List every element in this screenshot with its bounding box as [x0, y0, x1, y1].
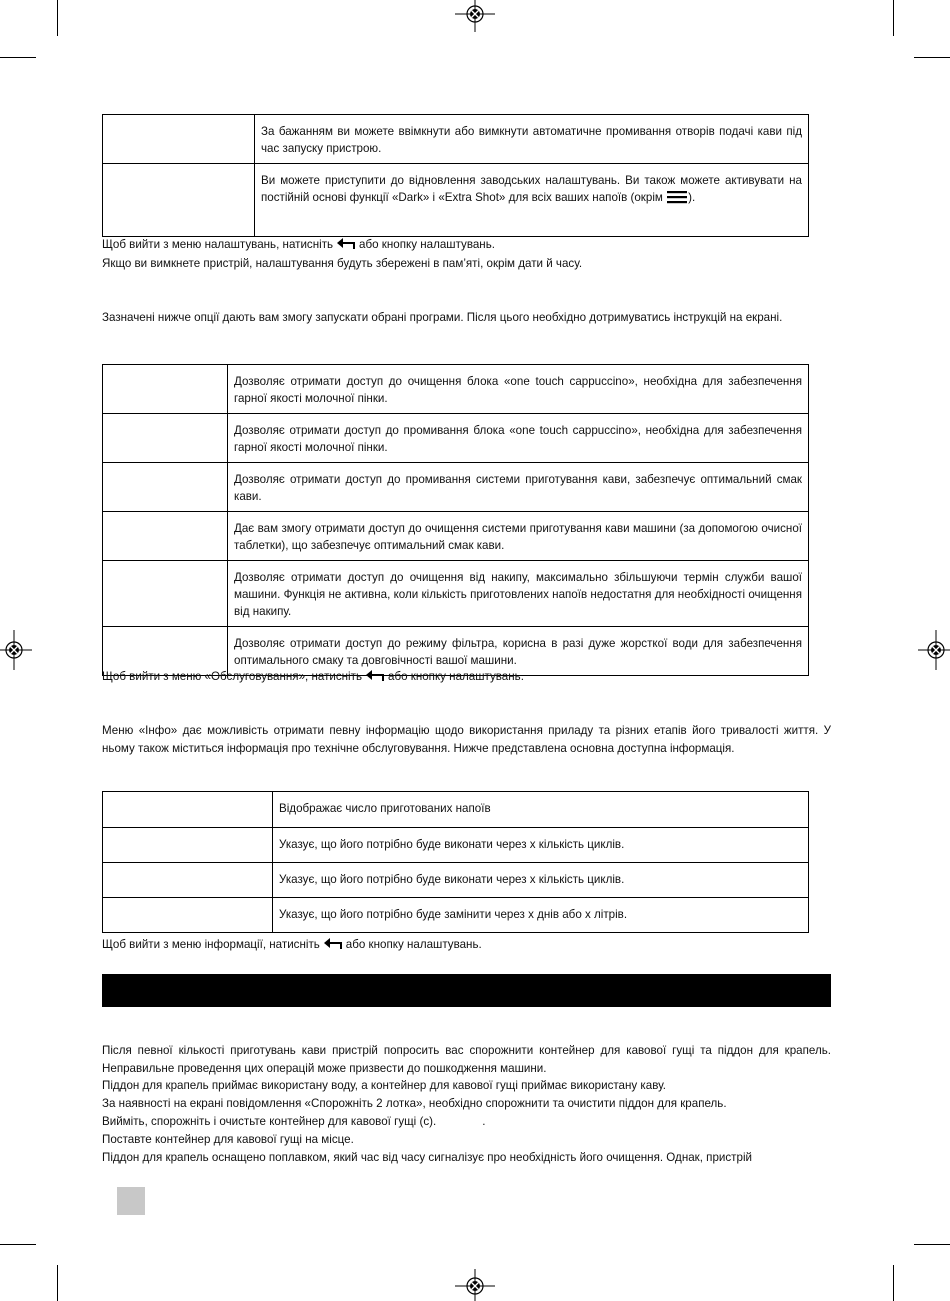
- table-row: [103, 115, 809, 164]
- row-description: Дозволяє отримати доступ до очищення блока «one touch cappuccino», необхідна для забезпечення гарної якості молочної пінки.: [228, 365, 809, 414]
- row-label: [103, 898, 273, 933]
- note-text: або кнопку налаштувань.: [359, 238, 495, 251]
- row-description: Дозволяє отримати доступ до промивання блока «one touch cappuccino», необхідна для забезпечення гарної якості молочної пінки.: [228, 414, 809, 463]
- row-label: [103, 164, 255, 237]
- info-intro: Меню «Інфо» дає можливість отримати певну інформацію щодо використання приладу та різних етапів його тривалості життя. У ньому також міститься інформація про технічне обслуговування. Нижче представлена основна доступна інформація.: [102, 724, 831, 755]
- body-line: Піддон для крапель оснащено поплавком, який час від часу сигналізує про необхідність його очищення. Однак, пристрій: [102, 1151, 752, 1164]
- row-label: [103, 828, 273, 863]
- row-label: [103, 365, 228, 414]
- row-description: Указує, що його потрібно буде замінити через x днів або x літрів.: [273, 898, 809, 933]
- note-text: або кнопку налаштувань.: [388, 670, 524, 683]
- note-text: Щоб вийти з меню налаштувань, натисніть: [102, 238, 334, 251]
- registration-mark-icon: [455, 1269, 495, 1301]
- note-text: Щоб вийти з меню «Обслуговування», натисніть: [102, 670, 362, 683]
- body-line: Піддон для крапель приймає використану воду, а контейнер для кавової гущі приймає використану каву.: [102, 1079, 666, 1092]
- row-label: [103, 115, 255, 164]
- maintenance-exit-note: [102, 668, 524, 686]
- registration-mark-icon: [0, 630, 32, 670]
- row-description: [255, 164, 809, 237]
- body-paragraph: Після певної кількості приготувань кави пристрій попросить вас спорожнити контейнер для кавової гущі та піддон для крапель. Неправильне проведення цих операцій може призвести до пошкодження машини.: [102, 1044, 831, 1075]
- crop-mark: [914, 57, 950, 58]
- note-text: Щоб вийти з меню інформації, натисніть: [102, 938, 320, 951]
- table-row: [103, 414, 809, 463]
- crop-mark: [0, 1244, 36, 1245]
- settings-exit-note: [102, 236, 495, 254]
- crop-mark: [893, 0, 894, 36]
- table-row: [103, 792, 809, 828]
- table-row: [103, 863, 809, 898]
- row-description: Дозволяє отримати доступ до режиму фільтра, корисна в разі дуже жорсткої води для забезпечення оптимального смаку та довговічності вашої машини.: [228, 627, 809, 676]
- table-row: [103, 828, 809, 863]
- registration-mark-icon: [918, 630, 950, 670]
- back-arrow-icon: [365, 669, 385, 682]
- back-arrow-icon: [336, 237, 356, 250]
- row-label: [103, 414, 228, 463]
- table-row: [103, 898, 809, 933]
- description-text: Ви можете приступити до відновлення заводських налаштувань. Ви також можете активувати на постійній основі функції «Dark» і «Extra Shot» для всіх ваших напоїв (окрім: [261, 174, 802, 204]
- menu-icon: [666, 190, 688, 204]
- row-label: [103, 512, 228, 561]
- table-row: [103, 512, 809, 561]
- row-description: Указує, що його потрібно буде виконати через x кількість циклів.: [273, 828, 809, 863]
- table-row: [103, 463, 809, 512]
- row-label: [103, 863, 273, 898]
- body-line-text: Вийміть, спорожніть і очистьте контейнер для кавової гущі (c).: [102, 1115, 437, 1128]
- description-text-end: ).: [688, 191, 696, 204]
- registration-mark-icon: [455, 0, 495, 32]
- table-row: [103, 561, 809, 627]
- crop-mark: [57, 0, 58, 36]
- settings-saved-note: Якщо ви вимкнете пристрій, налаштування будуть збережені в пам’яті, окрім дати й часу.: [102, 257, 583, 270]
- body-line: За наявності на екрані повідомлення «Спорожніть 2 лотка», необхідно спорожнити та очистити піддон для крапель.: [102, 1097, 727, 1110]
- row-description: За бажанням ви можете ввімкнути або вимкнути автоматичне промивання отворів подачі кави під час запуску пристрою.: [255, 115, 809, 164]
- crop-mark: [0, 57, 36, 58]
- info-table: [102, 791, 809, 933]
- crop-mark: [914, 1244, 950, 1245]
- info-exit-note: [102, 936, 482, 954]
- page-number-box: [117, 1187, 145, 1215]
- table-row: [103, 164, 809, 237]
- body-line: Поставте контейнер для кавової гущі на місце.: [102, 1133, 354, 1146]
- row-description: Відображає число приготованих напоїв: [273, 792, 809, 828]
- row-description: Дає вам змогу отримати доступ до очищення системи приготування кави машини (за допомогою очисної таблетки), що забезпечує оптимальний смак кави.: [228, 512, 809, 561]
- maintenance-table: [102, 364, 809, 676]
- body-line-end: .: [482, 1115, 486, 1128]
- note-text: або кнопку налаштувань.: [345, 938, 482, 951]
- row-label: [103, 463, 228, 512]
- maintenance-intro: Зазначені нижче опції дають вам змогу запускати обрані програми. Після цього необхідно дотримуватись інструкцій на екрані.: [102, 311, 783, 324]
- settings-table: [102, 114, 809, 237]
- row-description: Дозволяє отримати доступ до промивання системи приготування кави, забезпечує оптимальний смак кави.: [228, 463, 809, 512]
- row-label: [103, 561, 228, 627]
- crop-mark: [893, 1265, 894, 1301]
- crop-mark: [57, 1265, 58, 1301]
- section-heading-bar: [102, 974, 831, 1007]
- row-description: Дозволяє отримати доступ до очищення від накипу, максимально збільшуючи термін служби вашої машини. Функція не активна, коли кількість приготовлених напоїв недостатня для необхідності очищення від накипу.: [228, 561, 809, 627]
- body-line: [102, 1113, 485, 1131]
- table-row: [103, 365, 809, 414]
- row-description: Указує, що його потрібно буде виконати через x кількість циклів.: [273, 863, 809, 898]
- back-arrow-icon: [323, 937, 343, 950]
- row-label: [103, 792, 273, 828]
